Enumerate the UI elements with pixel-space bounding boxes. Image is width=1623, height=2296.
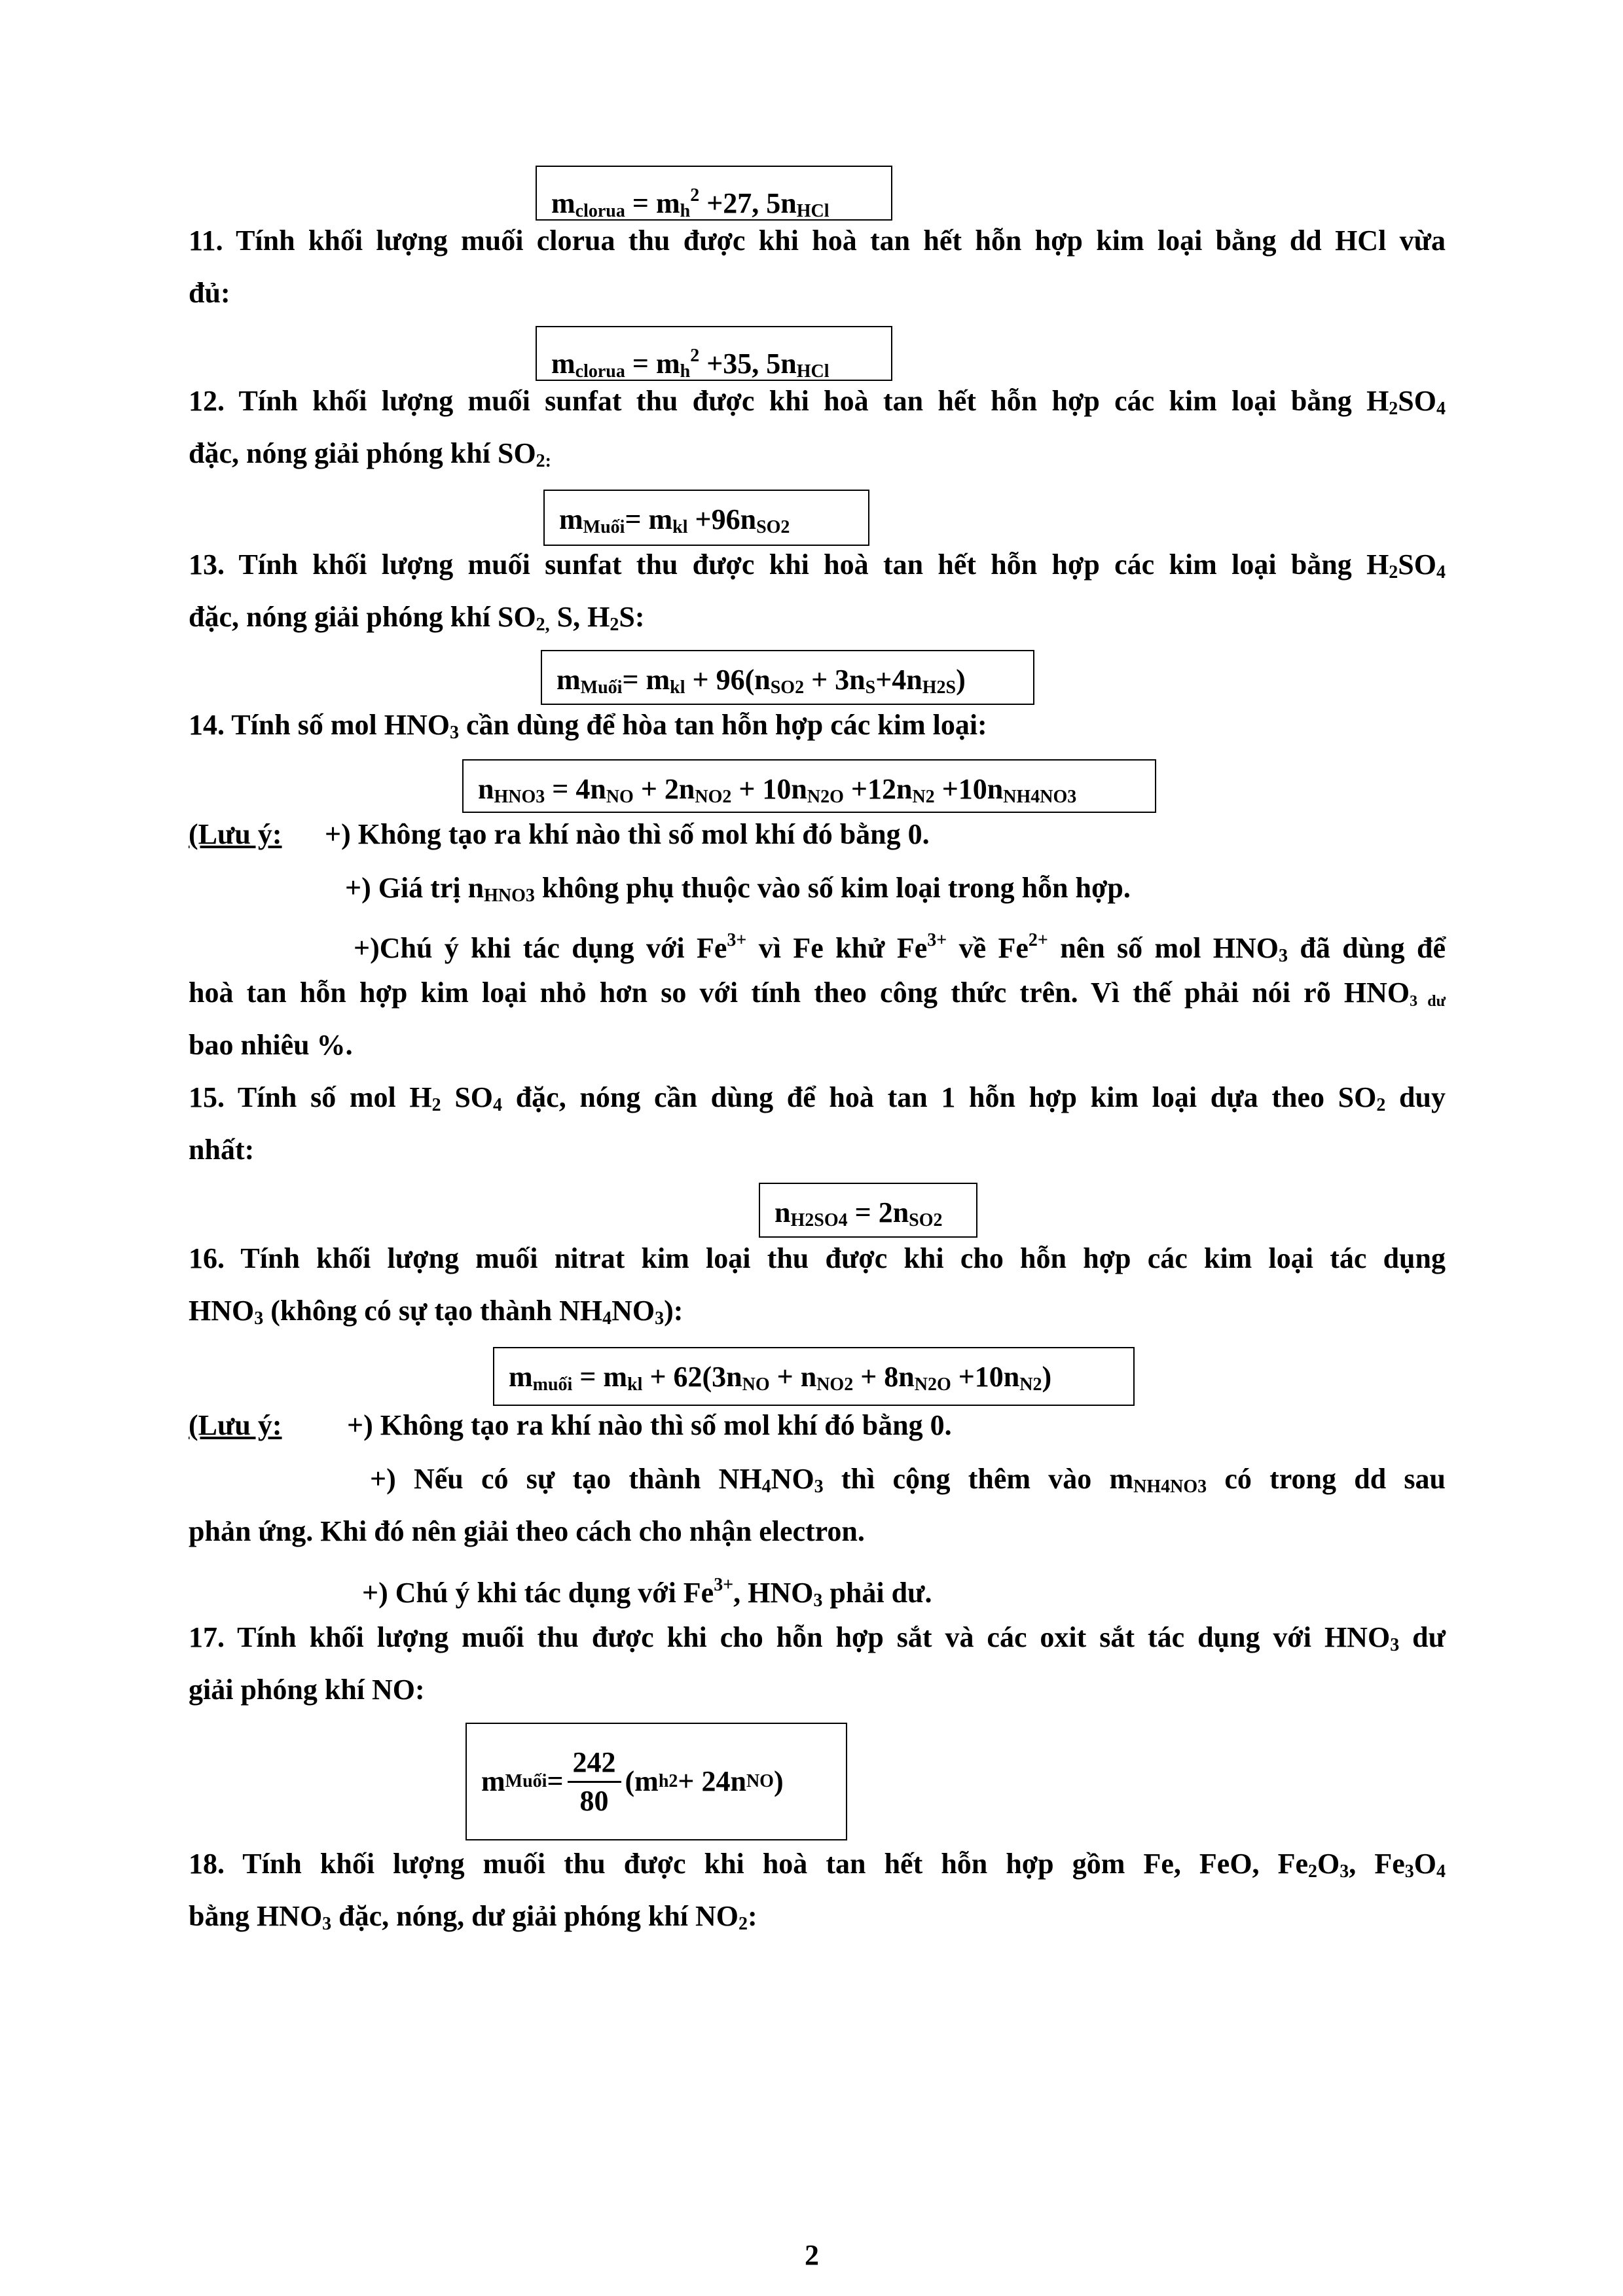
fraction: $\frac{242}{80}$ xyxy=(568,1744,621,1820)
formula-box-14: $n_{HNO3} = 4n_{NO} + 2n_{NO2} + 10n_{N2O} +12n_{N2} +10n_{NH4NO3}$ xyxy=(462,759,1156,813)
item-18-line-2: bằng $HNO_3$ đặc, nóng, dư giải phóng khí $NO_2$: xyxy=(189,1900,757,1934)
item-15-line-1: 15. Tính số mol $H_2$ $SO_4$ đặc, nóng cần dùng để hoà tan 1 hỗn hợp kim loại dựa theo $SO_2$ duy xyxy=(189,1081,1446,1115)
item-14-line: 14. Tính số mol $HNO_3$ cần dùng để hòa tan hỗn hợp các kim loại: xyxy=(189,709,987,743)
item-13-line-2: đặc, nóng giải phóng khí $SO_{2,}$ S, $H_2S$: xyxy=(189,601,645,635)
note-14-line-4: hoà tan hỗn hợp kim loại nhỏ hơn so với tính theo công thức trên. Vì thế phải nói rõ $HNO_{3 dư}$ xyxy=(189,977,1446,1010)
page-number: 2 xyxy=(805,2239,819,2271)
item-17-line-2: giải phóng khí NO: xyxy=(189,1674,425,1706)
note-label: (Lưu ý: xyxy=(189,1409,282,1441)
item-12-line-1: 12. Tính khối lượng muối sunfat thu được khi hoà tan hết hỗn hợp các kim loại bằng $H_2SO_4$ xyxy=(189,385,1446,419)
note-16-line-1: (Lưu ý: +) Không tạo ra khí nào thì số mol khí đó bằng 0. xyxy=(189,1409,952,1441)
item-15-line-2: nhất: xyxy=(189,1134,255,1166)
item-16-line-1: 16. Tính khối lượng muối nitrat kim loại thu được khi cho hỗn hợp các kim loại tác dụng xyxy=(189,1242,1446,1274)
item-18-line-1: 18. Tính khối lượng muối thu được khi hoà tan hết hỗn hợp gồm Fe, FeO, $Fe_2O_3$, $Fe_3O_4$ xyxy=(189,1848,1446,1882)
formula-box-10: $m_{clorua} = m_h^2 +27$, $5n_{HCl}$ xyxy=(536,166,892,221)
formula-box-15: $n_{H2SO4} = 2n_{SO2}$ xyxy=(759,1183,977,1238)
item-13-line-1: 13. Tính khối lượng muối sunfat thu được khi hoà tan hết hỗn hợp các kim loại bằng $H_2SO_4$ xyxy=(189,548,1446,583)
formula-box-13: $m_{Muối}= m_{kl} + 96(n_{SO2} + 3n_S+4n_{H2S})$ xyxy=(541,650,1034,705)
note-16-line-2: +) Nếu có sự tạo thành $NH_4NO_3$ thì cộng thêm vào $m_{NH4NO3}$ có trong dd sau xyxy=(370,1463,1446,1497)
item-12-line-2: đặc, nóng giải phóng khí $SO_{2:}$ xyxy=(189,437,551,471)
formula-box-12: $m_{Muối}= m_{kl} +96n_{SO2}$ xyxy=(543,490,869,546)
note-16-line-3: phản ứng. Khi đó nên giải theo cách cho nhận electron. xyxy=(189,1515,865,1547)
item-11-line-2: đủ: xyxy=(189,277,230,309)
note-14-line-5: bao nhiêu %. xyxy=(189,1029,353,1061)
formula-box-11: $m_{clorua} = m_h^2 +35$, $5n_{HCl}$ xyxy=(536,326,892,381)
note-14-line-1: (Lưu ý: +) Không tạo ra khí nào thì số mol khí đó bằng 0. xyxy=(189,818,930,850)
note-label: (Lưu ý: xyxy=(189,818,282,850)
formula-box-16: $m_{muối} = m_{kl} + 62(3n_{NO} + n_{NO2} + 8n_{N2O} +10n_{N2})$ xyxy=(493,1347,1135,1406)
note-14-line-2: +) Giá trị $n_{HNO3}$ không phụ thuộc vào số kim loại trong hỗn hợp. xyxy=(345,872,1131,906)
note-14-line-3: +)Chú ý khi tác dụng với $Fe^{3+}$ vì Fe khử $Fe^{3+}$ về $Fe^{2+}$ nên số mol $HNO_3$ đã dùng để xyxy=(354,930,1446,966)
item-17-line-1: 17. Tính khối lượng muối thu được khi cho hỗn hợp sắt và các oxit sắt tác dụng với $HNO_3$ dư xyxy=(189,1621,1446,1655)
item-11-line-1: 11. Tính khối lượng muối clorua thu được khi hoà tan hết hỗn hợp kim loại bằng dd HCl vừa xyxy=(189,224,1446,257)
formula-box-17: m Muối = $\frac{242}{80}$ (m h 2 + 24n NO ) xyxy=(465,1723,847,1840)
item-16-line-2: $HNO_3$ (không có sự tạo thành $NH_4NO_3$): xyxy=(189,1295,684,1329)
note-16-line-4: +) Chú ý khi tác dụng với $Fe^{3+}$, $HNO_3$ phải dư. xyxy=(362,1575,932,1611)
